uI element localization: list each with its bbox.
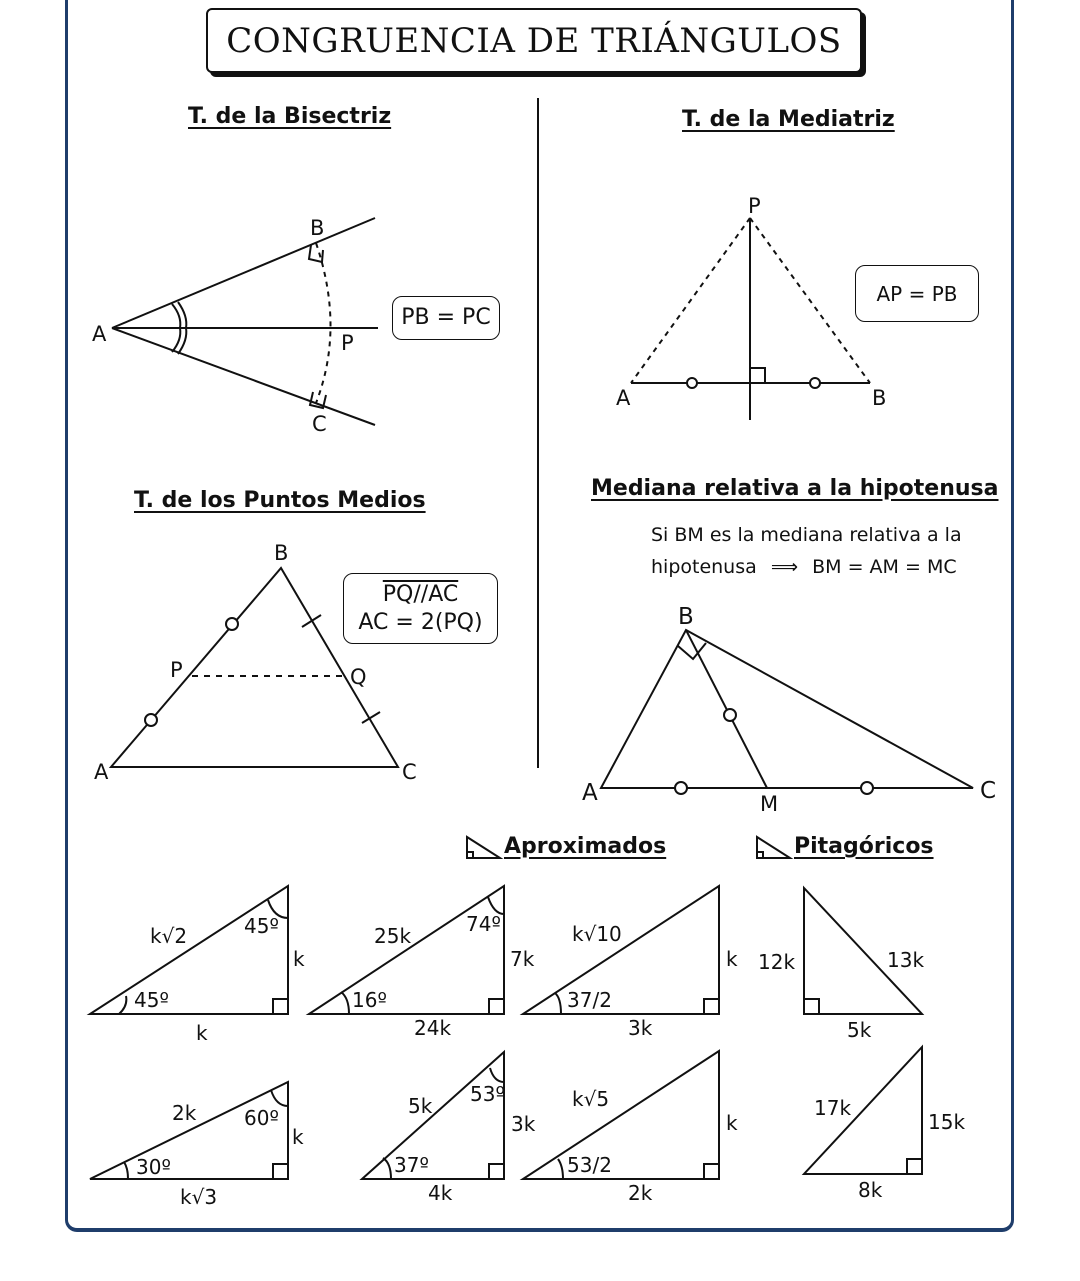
mediana-note-hipotenusa: hipotenusa [651, 556, 757, 578]
t53-2-hyp: k√5 [572, 1087, 610, 1111]
t30-top-angle: 60º [244, 1106, 279, 1130]
mediatriz-label-p: P [748, 194, 761, 218]
t37-2-side: k [726, 947, 738, 971]
mediana-label-a: A [582, 780, 598, 806]
mediana-label-m: M [760, 792, 779, 816]
t30-base-angle: 30º [136, 1155, 171, 1179]
section-title-pitagoricos: Pitagóricos [794, 834, 934, 859]
bisectriz-diagram [112, 218, 378, 425]
t16-base-angle: 16º [352, 988, 387, 1012]
p12-side: 12k [758, 950, 796, 974]
bisectriz-label-b: B [310, 216, 325, 240]
page-title-text: CONGRUENCIA DE TRIÁNGULOS [226, 20, 842, 61]
bisectriz-label-p: P [341, 331, 354, 355]
t30-base: k√3 [180, 1185, 218, 1209]
t37-2-base: 3k [628, 1016, 653, 1040]
puntos-medios-label-p: P [170, 658, 183, 682]
right-triangle-icon-aproximados [467, 837, 500, 858]
t45-top-angle: 45º [244, 914, 279, 938]
t37-2-base-angle: 37/2 [567, 988, 612, 1012]
t37-base-angle: 37º [394, 1153, 429, 1177]
right-triangle-icon-pitagoricos [757, 837, 790, 858]
formula-bisectriz: PB = PC [401, 305, 491, 330]
section-title-mediatriz: T. de la Mediatriz [682, 107, 895, 132]
triangle-53-2 [523, 1051, 719, 1179]
t30-side: k [292, 1125, 304, 1149]
t37-base: 4k [428, 1181, 453, 1205]
formula-mediatriz: AP = PB [876, 281, 958, 306]
implies-arrow-icon: ⟹ [770, 556, 799, 578]
t16-side: 7k [510, 947, 535, 971]
t53-2-base: 2k [628, 1181, 653, 1205]
puntos-medios-label-c: C [402, 760, 417, 784]
puntos-medios-label-b: B [274, 541, 289, 565]
bisectriz-label-c: C [312, 412, 327, 436]
p8-hyp: 17k [814, 1096, 852, 1120]
t37-side: 3k [511, 1112, 536, 1136]
t16-hyp: 25k [374, 924, 412, 948]
section-title-puntos-medios: T. de los Puntos Medios [134, 488, 426, 513]
puntos-medios-label-q: Q [350, 665, 367, 689]
mediatriz-label-b: B [872, 386, 887, 410]
t37-top-angle: 53º [470, 1082, 505, 1106]
mediana-diagram [601, 630, 973, 794]
t45-side: k [293, 947, 305, 971]
p8-side: 15k [928, 1110, 966, 1134]
triangle-37-2 [523, 886, 719, 1014]
formula-parallel: PQ//AC [382, 581, 459, 607]
t45-base-angle: 45º [134, 988, 169, 1012]
mediana-note-line1: Si BM es la mediana relativa a la [651, 524, 962, 546]
t37-hyp: 5k [408, 1094, 433, 1118]
formula-double: AC = 2(PQ) [358, 609, 483, 635]
triangle-16 [309, 886, 504, 1014]
mediatriz-label-a: A [616, 386, 631, 410]
mediana-note-equality: BM = AM = MC [812, 556, 957, 578]
t53-2-side: k [726, 1111, 738, 1135]
p12-base: 5k [847, 1018, 872, 1042]
section-title-mediana: Mediana relativa a la hipotenusa [591, 476, 999, 501]
p8-base: 8k [858, 1178, 883, 1202]
t45-hyp: k√2 [150, 924, 188, 948]
t45-base: k [196, 1021, 208, 1045]
bisectriz-label-a: A [92, 322, 107, 346]
t16-base: 24k [414, 1016, 452, 1040]
puntos-medios-label-a: A [94, 760, 109, 784]
t30-hyp: 2k [172, 1101, 197, 1125]
t16-top-angle: 74º [466, 912, 501, 936]
mediana-label-b: B [678, 604, 694, 630]
triangle-37 [362, 1052, 504, 1179]
section-title-aproximados: Aproximados [504, 834, 667, 859]
triangle-45 [90, 886, 288, 1014]
mediatriz-diagram [631, 218, 870, 420]
t53-2-base-angle: 53/2 [567, 1153, 612, 1177]
section-title-bisectriz: T. de la Bisectriz [188, 104, 392, 129]
t37-2-hyp: k√10 [572, 922, 622, 946]
mediana-label-c: C [980, 778, 997, 804]
triangle-30 [90, 1082, 288, 1179]
p12-hyp: 13k [887, 948, 925, 972]
